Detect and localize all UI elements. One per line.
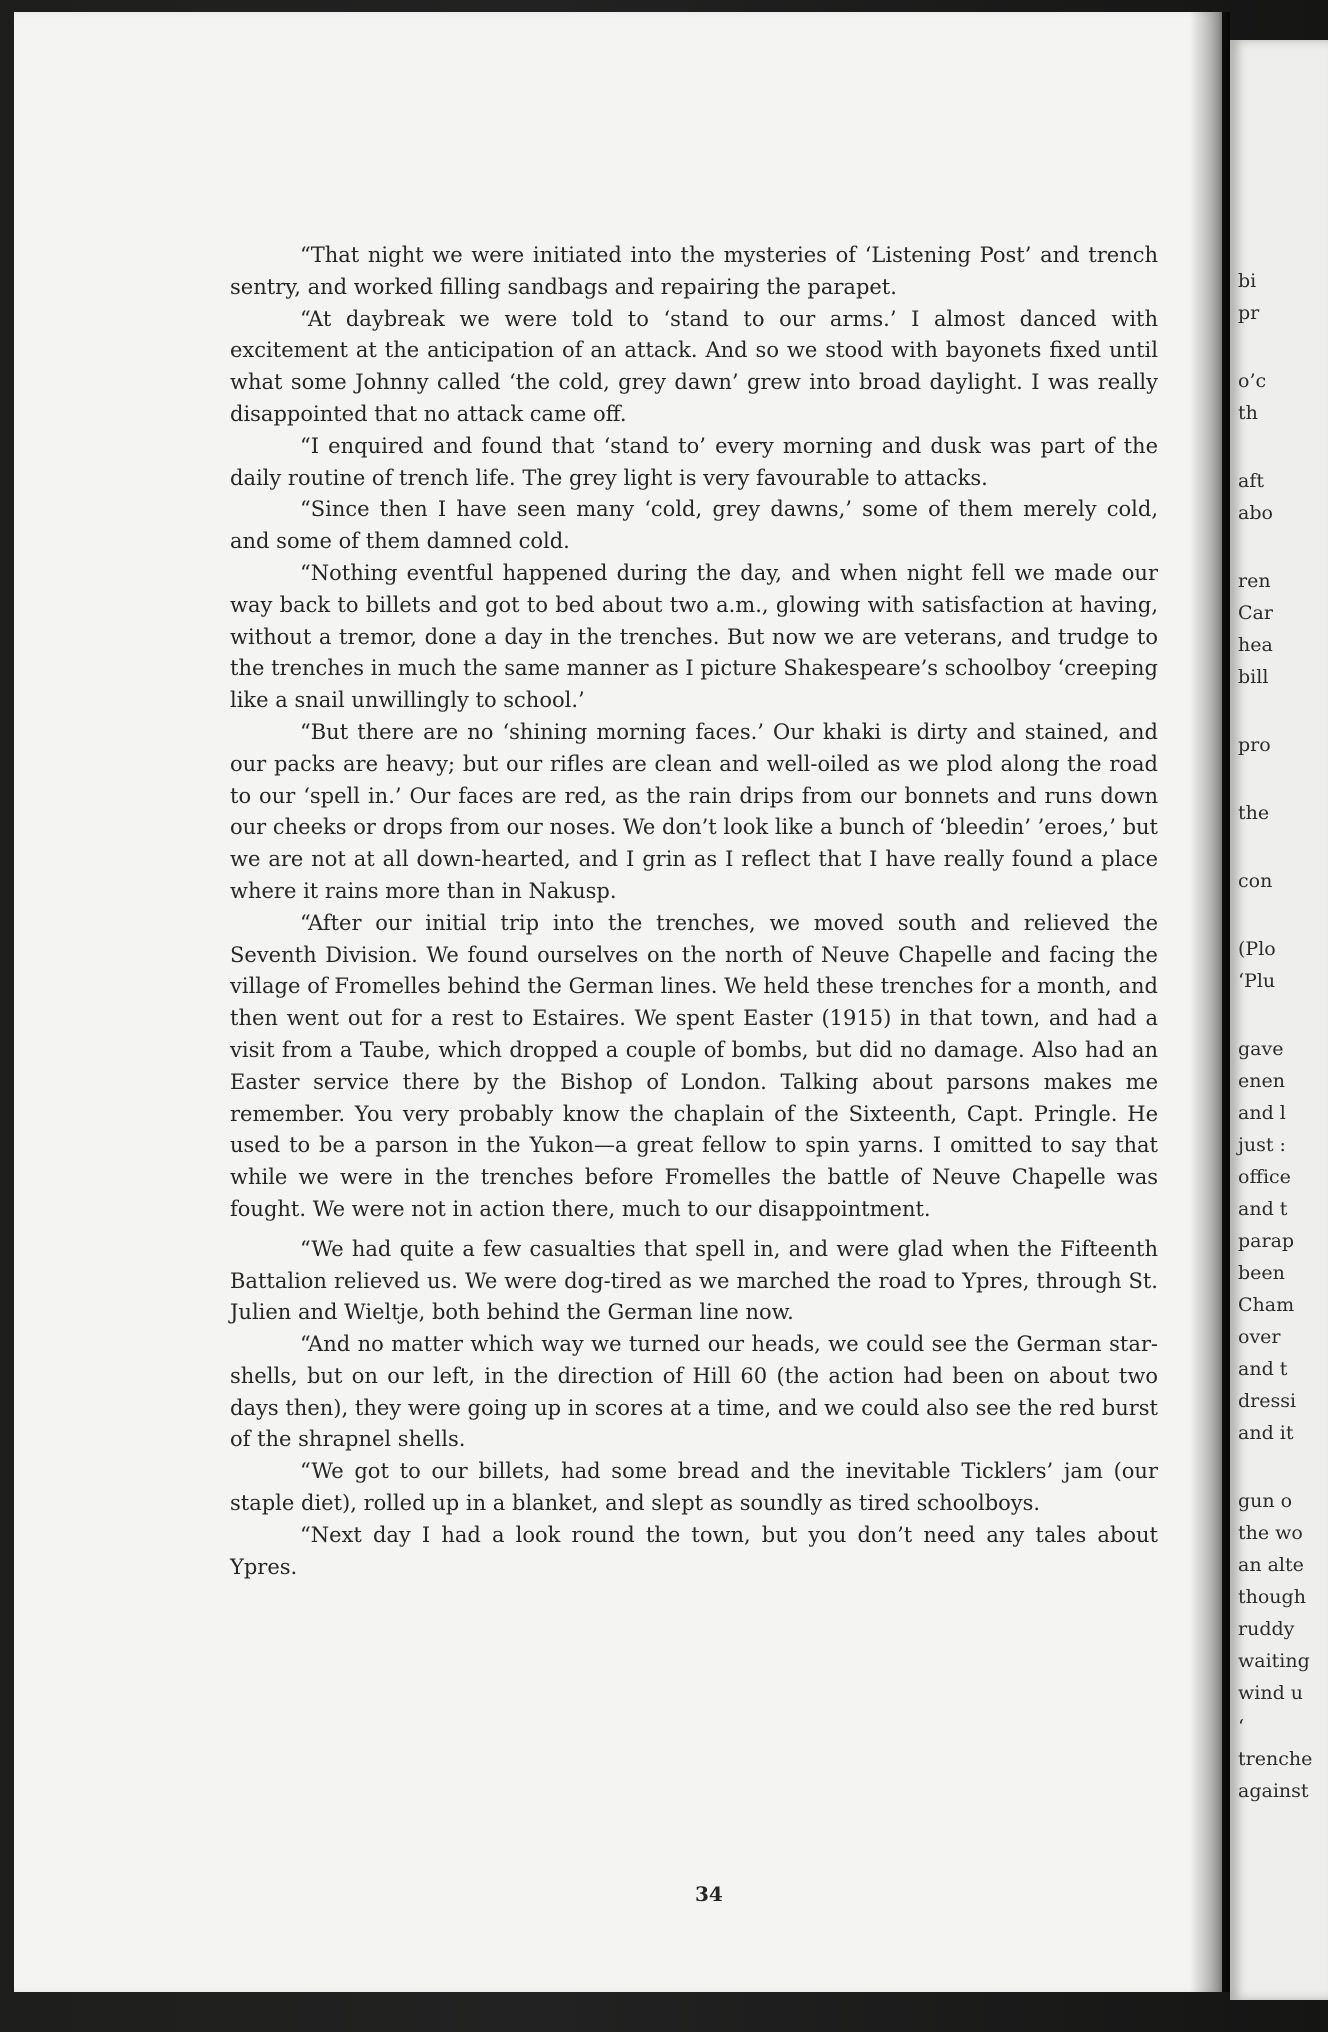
facing-page-fragment: aft [1238, 470, 1264, 492]
paragraph: “Since then I have seen many ‘cold, grey dawns,’ some of them merely cold, and some of them damned cold. [230, 497, 1158, 554]
facing-page-fragment: and t [1238, 1198, 1288, 1220]
facing-page-fragment: con [1238, 870, 1273, 892]
paragraph: “We had quite a few casualties that spell in, and were glad when the Fifteenth Battalion relieved us. We were dog-tired as we marched the road to Ypres, through St. Julien and Wieltje, both behind the German line now. [230, 1236, 1158, 1325]
facing-page-fragment: gun o [1238, 1490, 1293, 1512]
paragraph: “We got to our billets, had some bread and the inevitable Ticklers’ jam (our staple diet), rolled up in a blanket, and slept as soundly as tired schoolboys. [230, 1459, 1158, 1516]
facing-page-fragment: hea [1238, 634, 1273, 656]
facing-page-fragment: an alte [1238, 1554, 1304, 1576]
facing-page-fragment: against [1238, 1780, 1309, 1802]
facing-page-fragment: pro [1238, 734, 1271, 756]
facing-page-fragment: (Plo [1238, 938, 1276, 960]
facing-page-fragment: abo [1238, 502, 1273, 524]
facing-page-fragment: been [1238, 1262, 1285, 1284]
page-number: 34 [695, 1882, 723, 1906]
paragraph: “At daybreak we were told to ‘stand to our arms.’ I almost danced with excitement at the anticipation of an attack. And so we stood with bayonets fixed until what some Johnny called ‘the cold, grey dawn’ grew into broad daylight. I was really disappointed that no attack came off. [230, 306, 1158, 426]
facing-page-fragment: though [1238, 1586, 1306, 1608]
facing-page-fragment: ruddy [1238, 1618, 1295, 1640]
paragraph: “I enquired and found that ‘stand to’ every morning and dusk was part of the daily routine of trench life. The grey light is very favourable to attacks. [230, 433, 1158, 490]
facing-page-fragment: Car [1238, 602, 1273, 624]
facing-page-fragment: the [1238, 802, 1270, 824]
facing-page-fragment: th [1238, 402, 1258, 424]
paragraph: “And no matter which way we turned our heads, we could see the German star-shells, but on our left, in the direction of Hill 60 (the action had been on about two days then), they were going up in scores at a time, and we could also see the red burst of the shrapnel shells. [230, 1332, 1158, 1452]
facing-page-fragment: enen [1238, 1070, 1285, 1092]
facing-page-fragment: dressi [1238, 1390, 1297, 1412]
facing-page-edge [1230, 40, 1328, 2000]
facing-page-fragment: and t [1238, 1358, 1288, 1380]
facing-page-fragment: wind u [1238, 1682, 1304, 1704]
facing-page-fragment: pr [1238, 302, 1260, 324]
facing-page-fragment: gave [1238, 1038, 1284, 1060]
facing-page-fragment: trenche [1238, 1748, 1313, 1770]
paragraph: “Nothing eventful happened during the day, and when night fell we made our way back to billets and got to bed about two a.m., glowing with satisfaction at having, without a tremor, done a day in the trenches. But now we are veterans, and trudge to the trenches in much the same manner as I picture Shakespeare’s schoolboy ‘creeping like a snail unwillingly to school.’ [230, 560, 1158, 713]
facing-page-fragment: bi [1238, 270, 1257, 292]
facing-page-fragment: waiting [1238, 1650, 1310, 1672]
paragraph: “But there are no ‘shining morning faces.’ Our khaki is dirty and stained, and our packs are heavy; but our rifles are clean and well-oiled as we plod along the road to our ‘spell in.’ Our faces are red, as the rain drips from our bonnets and runs down our cheeks or drops from our noses. We don’t look like a bunch of ‘bleedin’ ’eroes,’ but we are not at all down-hearted, and I grin as I reflect that I have really found a place where it rains more than in Nakusp. [230, 719, 1158, 903]
facing-page-fragment: the wo [1238, 1522, 1303, 1544]
facing-page-fragment: Cham [1238, 1294, 1295, 1316]
facing-page-fragment: office [1238, 1166, 1291, 1188]
page-body [230, 240, 1158, 1583]
facing-page-fragment: ‘Plu [1238, 970, 1276, 992]
facing-page-fragment: ren [1238, 570, 1271, 592]
paragraph: “That night we were initiated into the mysteries of ‘Listening Post’ and trench sentry, and worked filling sandbags and repairing the parapet. [230, 243, 1158, 299]
facing-page-fragment: over [1238, 1326, 1281, 1348]
facing-page-fragment: bill [1238, 666, 1269, 688]
facing-page-fragment: o’c [1238, 370, 1267, 392]
facing-page-fragment: just : [1238, 1134, 1286, 1156]
facing-page-fragment: and it [1238, 1422, 1294, 1444]
book-gutter [1190, 12, 1230, 1992]
paragraph: “After our initial trip into the trenches, we moved south and relieved the Seventh Division. We found ourselves on the north of Neuve Chapelle and facing the village of Fromelles behind the German lines. We held these trenches for a month, and then went out for a rest to Estaires. We spent Easter (1915) in that town, and had a visit from a Taube, which dropped a couple of bombs, but did no damage. Also had an Easter service there by the Bishop of London. Talking about parsons makes me remember. You very probably know the chaplain of the Sixteenth, Capt. Pringle. He used to be a parson in the Yukon—a great fellow to spin yarns. I omitted to say that while we were in the trenches before Fromelles the battle of Neuve Chapelle was fought. We were not in action there, much to our disappointment. [230, 910, 1158, 1221]
facing-page-fragment: ‘ [1238, 1716, 1245, 1738]
paragraph: “Next day I had a look round the town, but you don’t need any tales about Ypres. [230, 1522, 1158, 1579]
facing-page-fragment: and l [1238, 1102, 1286, 1124]
facing-page-fragment: parap [1238, 1230, 1295, 1252]
